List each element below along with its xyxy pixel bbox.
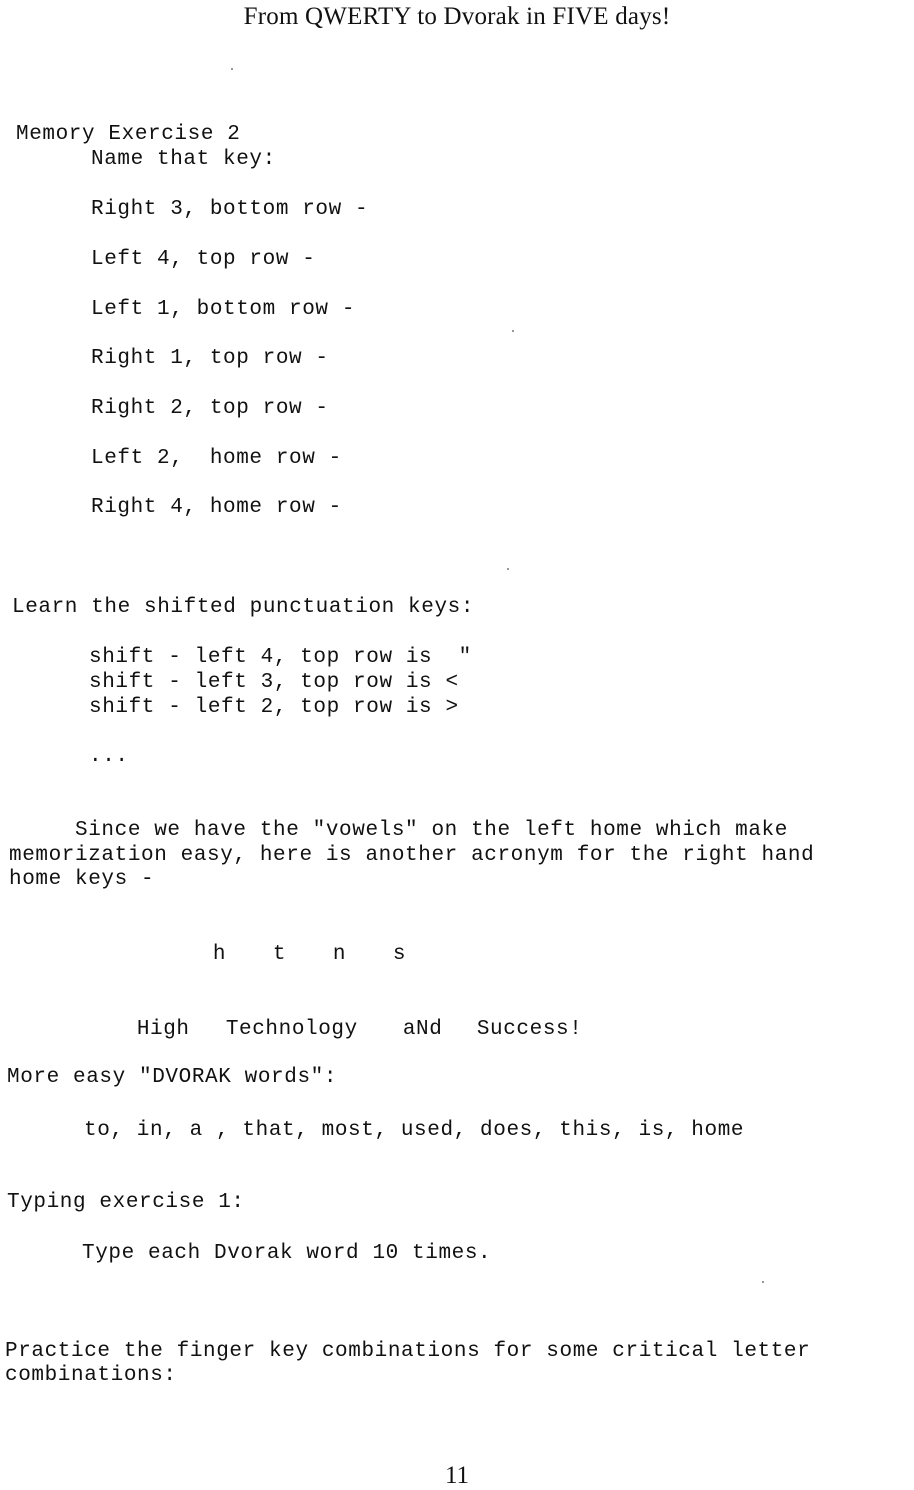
practice-paragraph-line: combinations:: [5, 1364, 177, 1387]
typing-exercise-instruction: Type each Dvorak word 10 times.: [82, 1242, 492, 1265]
shift-rule: shift - left 4, top row is ": [89, 646, 472, 669]
scan-speck: [231, 68, 233, 70]
acronym-word: aNd: [402, 1018, 443, 1041]
acronym-paragraph-line: memorization easy, here is another acronym for the right hand: [9, 844, 815, 867]
dvorak-words-list: to, in, a , that, most, used, does, this, is, home: [84, 1119, 745, 1142]
memory-item: Right 2, top row -: [91, 397, 329, 420]
scan-speck: [762, 1281, 764, 1283]
acronym-paragraph-line: home keys -: [9, 868, 155, 891]
memory-item: Right 3, bottom row -: [91, 198, 369, 221]
acronym-word: High: [136, 1018, 190, 1041]
scan-speck: [512, 330, 514, 332]
home-key: n: [332, 943, 347, 966]
typing-exercise-title: Typing exercise 1:: [7, 1191, 245, 1214]
memory-exercise-prompt: Name that key:: [91, 148, 276, 171]
shifted-punctuation-title: Learn the shifted punctuation keys:: [12, 596, 475, 619]
memory-item: Right 1, top row -: [91, 347, 329, 370]
home-key: t: [272, 943, 287, 966]
dvorak-words-title: More easy "DVORAK words":: [7, 1066, 338, 1089]
memory-item: Left 2, home row -: [91, 447, 342, 470]
practice-paragraph-line: Practice the finger key combinations for some critical letter: [5, 1340, 811, 1363]
shift-rule: shift - left 2, top row is >: [89, 696, 459, 719]
page-number: 11: [444, 1462, 470, 1489]
memory-item: Right 4, home row -: [91, 496, 342, 519]
shift-rule: shift - left 3, top row is <: [89, 671, 459, 694]
acronym-paragraph-line: Since we have the "vowels" on the left home which make: [9, 819, 788, 842]
memory-exercise-title: Memory Exercise 2: [16, 123, 241, 146]
page-title: From QWERTY to Dvorak in FIVE days!: [243, 3, 671, 30]
home-key: s: [392, 943, 407, 966]
acronym-words: [84, 994, 582, 1066]
ellipsis: ...: [89, 745, 129, 768]
home-key: h: [212, 943, 227, 966]
home-keys-row: [160, 919, 453, 991]
acronym-word: Technology: [225, 1018, 358, 1041]
scan-speck: [507, 568, 509, 570]
memory-item: Left 4, top row -: [91, 248, 316, 271]
memory-item: Left 1, bottom row -: [91, 298, 356, 321]
acronym-word: Success!: [476, 1018, 583, 1041]
